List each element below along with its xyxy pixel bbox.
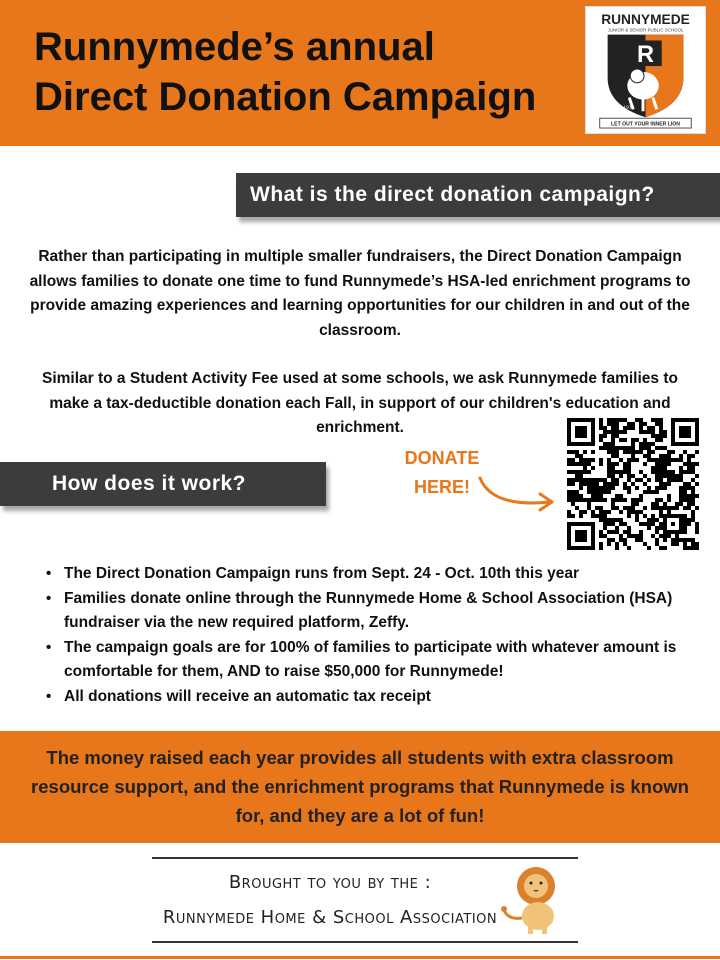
activity-fee-paragraph: Similar to a Student Activity Fee used at some schools, we ask Runnymede families to make a tax-deductible donation each Fall, in support of our children's education and enrichment. bbox=[42, 370, 678, 436]
list-item: • The Direct Donation Campaign runs from Sept. 24 - Oct. 10th this year bbox=[42, 562, 702, 587]
callout-text: The money raised each year provides all students with extra classroom resource support, and the enrichment programs that Runnymede is known for, and they are a lot of fun! bbox=[31, 747, 689, 826]
donate-line-2: HERE! bbox=[413, 477, 470, 497]
title-line-2: Direct Donation Campaign bbox=[34, 75, 537, 119]
logo-letter: R bbox=[636, 42, 655, 69]
curved-arrow-icon bbox=[470, 474, 560, 518]
footer-divider-bottom bbox=[152, 941, 578, 943]
school-crest-icon bbox=[586, 7, 705, 133]
list-item: • The campaign goals are for 100% of families to participate with whatever amount is comfortable for them, AND to raise $50,000 for Runnymede! bbox=[42, 636, 702, 685]
qr-code-icon bbox=[567, 418, 699, 550]
footer-divider-top bbox=[152, 857, 578, 859]
list-item: • Families donate online through the Runnymede Home & School Association (HSA) fundraiser via the new required platform, Zeffy. bbox=[42, 587, 702, 636]
how-it-works-list bbox=[42, 562, 702, 709]
footer-brought-by: Brought to you by the : bbox=[228, 872, 432, 893]
section-heading-how: How does it work? bbox=[0, 462, 326, 506]
lion-mascot-icon bbox=[494, 862, 576, 938]
logo-motto: LET OUT YOUR INNER LION bbox=[611, 121, 680, 128]
list-item: • All donations will receive an automatic tax receipt bbox=[42, 685, 702, 710]
section-heading-what: What is the direct donation campaign? bbox=[236, 173, 720, 217]
bottom-accent-rule bbox=[0, 956, 720, 959]
title-line-1: Runnymede’s annual bbox=[34, 25, 435, 69]
page-title bbox=[34, 22, 574, 122]
footer-association-name: Runnymede Home & School Association bbox=[162, 907, 498, 928]
logo-subtitle: JUNIOR & SENIOR PUBLIC SCHOOL bbox=[607, 27, 684, 33]
intro-paragraph: Rather than participating in multiple smaller fundraisers, the Direct Donation Campaign allows families to donate one time to fund Runnymede’s HSA-led enrichment programs to provide amazing experiences and learning opportunities for our children in and out of the classroom. bbox=[29, 248, 691, 339]
school-logo bbox=[585, 6, 706, 134]
logo-year: 1916 bbox=[623, 105, 635, 111]
donation-qr-code[interactable] bbox=[567, 418, 699, 550]
donate-line-1: DONATE bbox=[404, 448, 480, 468]
logo-name: RUNNYMEDE bbox=[601, 11, 690, 27]
